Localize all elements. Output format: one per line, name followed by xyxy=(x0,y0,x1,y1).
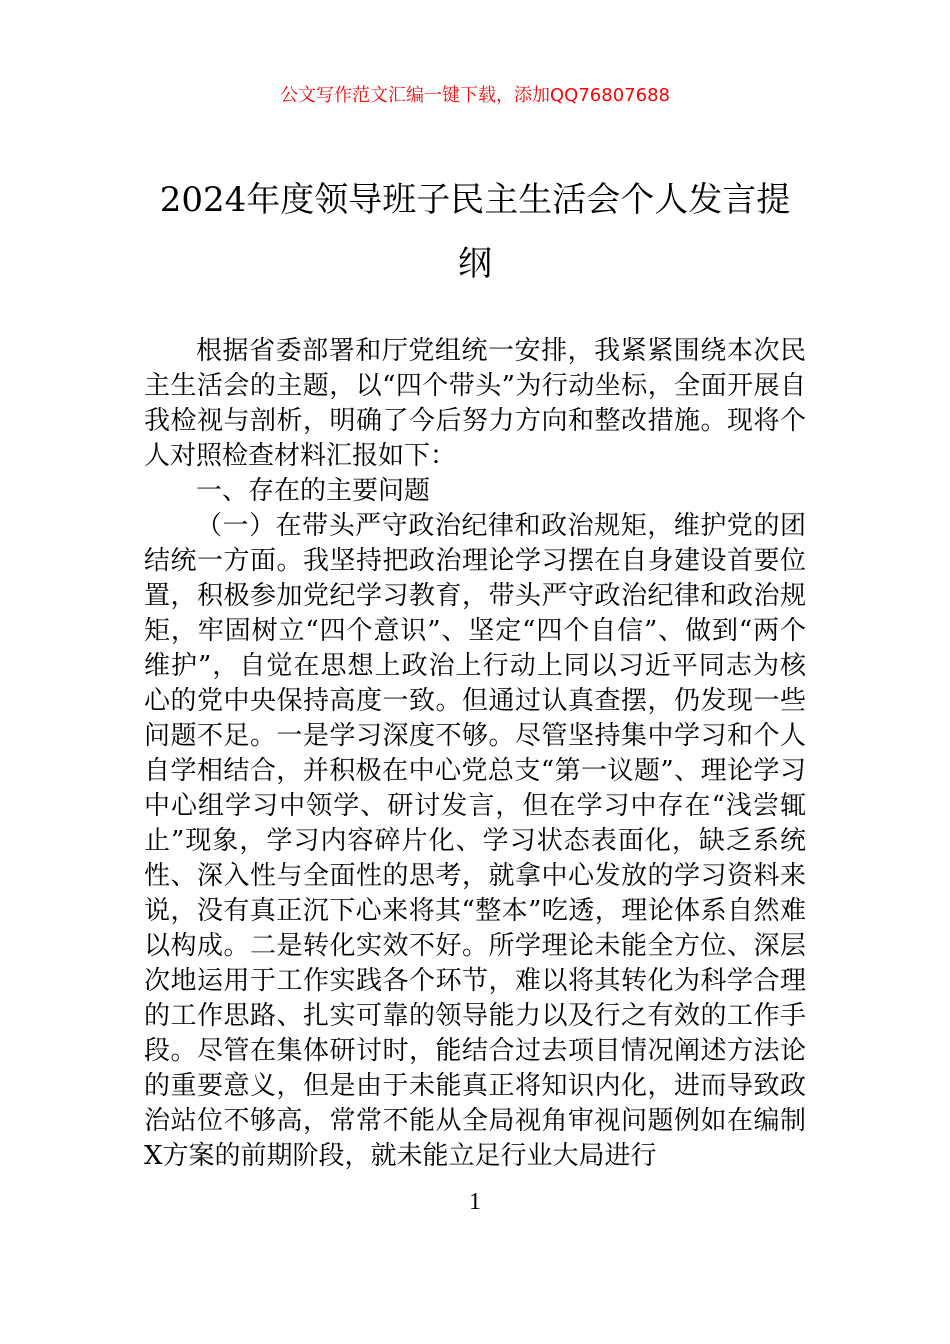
download-banner: 公文写作范文汇编一键下载，添加QQ76807688 xyxy=(280,85,670,106)
document-body xyxy=(144,334,806,1174)
section-heading: 一、存在的主要问题 xyxy=(196,476,431,506)
intro-paragraph: 根据省委部署和厅党组统一安排，我紧紧围绕本次民主生活会的主题，以“四个带头”为行动坐标，全面开展自我检视与剖析，明确了今后努力方向和整改措施。现将个人对照检查材料汇报如下： xyxy=(144,336,806,471)
subsection-paragraph: （一）在带头严守政治纪律和政治规矩，维护党的团结统一方面。我坚持把政治理论学习摆在自身建设首要位置，积极参加党纪学习教育，带头严守政治纪律和政治规矩，牢固树立“四个意识”、坚定“四个自信”、做到“两个维护”，自觉在思想上政治上行动上同以习近平同志为核心的党中央保持高度一致。但通过认真查摆，仍发现一些问题不足。一是学习深度不够。尽管坚持集中学习和个人自学相结合，并积极在中心党总支“第一议题”、理论学习中心组学习中领学、研讨发言，但在学习中存在“浅尝辄止”现象，学习内容碎片化、学习状态表面化，缺乏系统性、深入性与全面性的思考，就拿中心发放的学习资料来说，没有真正沉下心来将其“整本”吃透，理论体系自然难以构成。二是转化实效不好。所学理论未能全方位、深层次地运用于工作实践各个环节，难以将其转化为科学合理的工作思路、扎实可靠的领导能力以及行之有效的工作手段。尽管在集体研讨时，能结合过去项目情况阐述方法论的重要意义，但是由于未能真正将知识内化，进而导致政治站位不够高，常常不能从全局视角审视问题例如在编制X方案的前期阶段，就未能立足行业大局进行 xyxy=(144,511,806,1171)
document-title: 2024年度领导班子民主生活会个人发言提纲 xyxy=(159,180,791,284)
page-number: 1 xyxy=(469,1189,481,1215)
